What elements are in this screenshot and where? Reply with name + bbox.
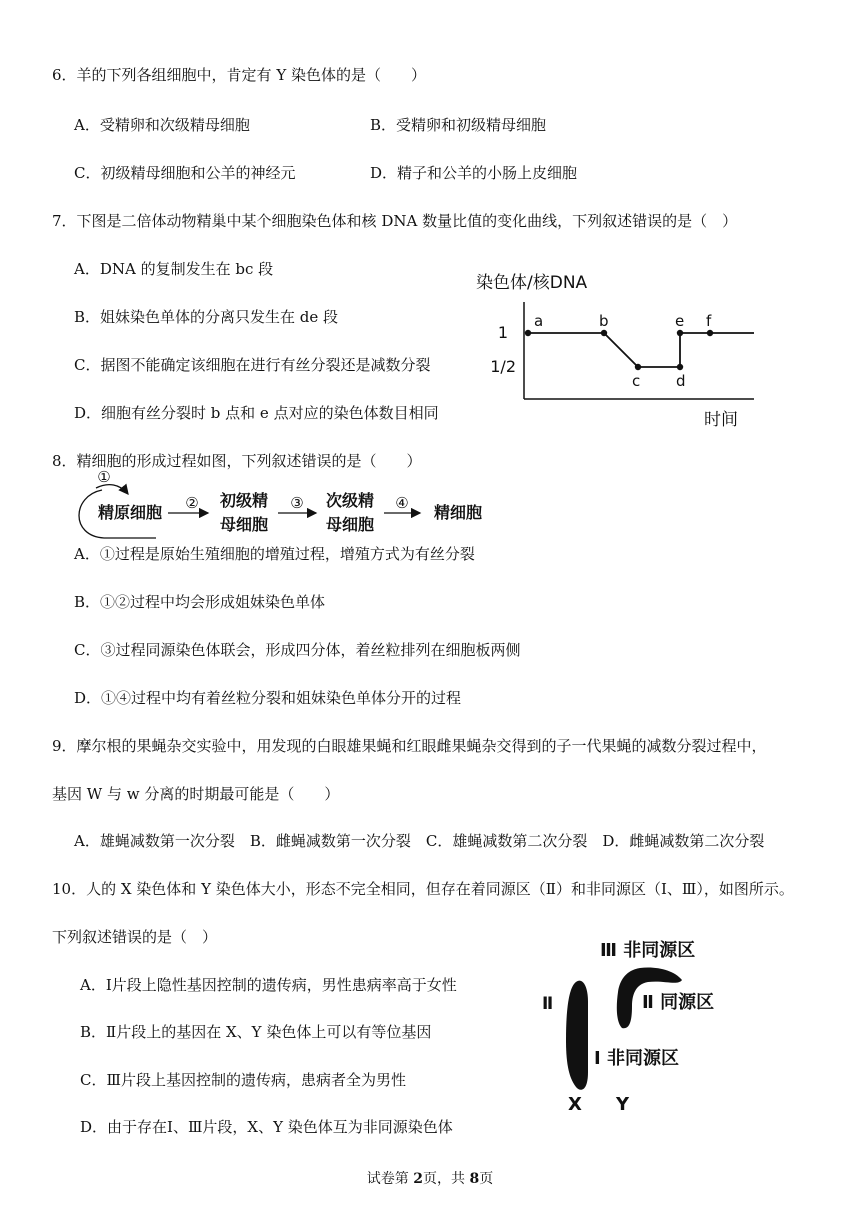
q8-step-1: ① (97, 468, 111, 486)
q7-stem: 7．下图是二倍体动物精巢中某个细胞染色体和核 DNA 数量比值的变化曲线，下列叙述错误的是（ ） (52, 212, 738, 230)
q6-stem: 6．羊的下列各组细胞中，肯定有 Y 染色体的是（ ） (52, 66, 426, 84)
q8-stem: 8．精细胞的形成过程如图，下列叙述错误的是（ ） (52, 452, 422, 470)
q10-label-i: Ⅰ 非同源区 (594, 1048, 679, 1069)
q6-option-d: D．精子和公羊的小肠上皮细胞 (370, 164, 578, 182)
q8-loop-arrowhead (96, 485, 128, 494)
q7-ytick-1: 1 (497, 323, 508, 342)
q7-ratio-figure (470, 262, 770, 432)
q7-point-f (707, 330, 713, 336)
q7-option-b: B．姐妹染色单体的分离只发生在 de 段 (74, 308, 339, 326)
q8-process-figure (68, 466, 498, 542)
q7-ytick-half: 1/2 (490, 357, 516, 376)
q10-stem-line2: 下列叙述错误的是（ ） (52, 928, 218, 946)
q10-label-ii-left: Ⅱ (542, 994, 554, 1014)
q10-stem-line1: 10．人的 X 染色体和 Y 染色体大小，形态不完全相同，但存在着同源区（Ⅱ）和非同源区（Ⅰ、Ⅲ），如图所示。 (52, 880, 794, 898)
footer-total-pages: 8 (469, 1171, 480, 1187)
q6-option-b: B．受精卵和初级精母细胞 (370, 116, 547, 134)
q7-label-c: c (632, 372, 641, 390)
q7-option-d: D．细胞有丝分裂时 b 点和 e 点对应的染色体数目相同 (74, 404, 439, 422)
q8-cell-secondary-line1: 次级精 (325, 491, 375, 510)
q7-point-a (525, 330, 531, 336)
q10-option-d: D．由于存在Ⅰ、Ⅲ片段，X、Y 染色体互为非同源染色体 (80, 1118, 453, 1136)
q10-x-chromosome (566, 981, 588, 1090)
q10-chromosome-figure (536, 932, 740, 1116)
q8-step-2: ② (185, 494, 199, 512)
q7-curve (526, 333, 754, 367)
q8-cell-spermatid: 精细胞 (433, 503, 483, 522)
q8-option-c: C．③过程同源染色体联会，形成四分体，着丝粒排列在细胞板两侧 (74, 641, 521, 659)
q6-option-c: C．初级精母细胞和公羊的神经元 (74, 164, 296, 182)
q7-option-c: C．据图不能确定该细胞在进行有丝分裂还是减数分裂 (74, 356, 431, 374)
footer-page-number: 2 (413, 1171, 423, 1187)
page-footer (0, 1168, 860, 1188)
footer-suffix: 页 (479, 1171, 494, 1187)
q10-label-ii: Ⅱ 同源区 (642, 992, 715, 1013)
q10-option-b: B．Ⅱ片段上的基因在 X、Y 染色体上可以有等位基因 (80, 1023, 432, 1041)
q10-label-iii: Ⅲ 非同源区 (600, 940, 696, 961)
q7-figure-ylabel: 染色体/核DNA (476, 273, 588, 293)
footer-mid: 页，共 (423, 1171, 470, 1187)
q8-option-d: D．①④过程中均有着丝粒分裂和姐妹染色单体分开的过程 (74, 689, 462, 707)
q7-point-e (677, 330, 683, 336)
q8-cell-spermatogonium: 精原细胞 (97, 503, 163, 522)
q8-step-4: ④ (395, 494, 409, 512)
q10-option-a: A．Ⅰ片段上隐性基因控制的遗传病，男性患病率高于女性 (80, 976, 457, 994)
q8-step-3: ③ (290, 494, 304, 512)
q7-label-d: d (676, 372, 686, 390)
q9-options: A．雄蝇减数第一次分裂 B．雌蝇减数第一次分裂 C．雄蝇减数第二次分裂 D．雌蝇减数第二次分裂 (74, 832, 765, 850)
q6-option-a: A．受精卵和次级精母细胞 (74, 116, 250, 134)
q10-label-y: Y (616, 1094, 630, 1115)
q8-cell-primary-line2: 母细胞 (219, 515, 269, 534)
q7-label-e: e (675, 312, 685, 330)
q9-stem-line1: 9．摩尔根的果蝇杂交实验中，用发现的白眼雄果蝇和红眼雌果蝇杂交得到的子一代果蝇的减数分裂过程中， (52, 737, 767, 755)
q7-label-f: f (706, 312, 712, 330)
q7-label-b: b (599, 312, 609, 330)
q8-option-a: A．①过程是原始生殖细胞的增殖过程，增殖方式为有丝分裂 (74, 545, 475, 563)
q7-point-b (601, 330, 607, 336)
q7-point-d (677, 364, 683, 370)
q7-label-a: a (534, 312, 544, 330)
q7-point-c (635, 364, 641, 370)
q9-stem-line2: 基因 W 与 w 分离的时期最可能是（ ） (52, 785, 340, 803)
q8-cell-secondary-line2: 母细胞 (325, 515, 375, 534)
q10-label-x: X (568, 1094, 582, 1115)
q7-figure-xlabel: 时间 (704, 410, 738, 430)
q8-option-b: B．①②过程中均会形成姐妹染色单体 (74, 593, 326, 611)
q10-option-c: C．Ⅲ片段上基因控制的遗传病，患病者全为男性 (80, 1071, 406, 1089)
q7-option-a: A．DNA 的复制发生在 bc 段 (74, 260, 274, 278)
footer-prefix: 试卷第 (366, 1171, 414, 1187)
q8-cell-primary-line1: 初级精 (219, 491, 269, 510)
